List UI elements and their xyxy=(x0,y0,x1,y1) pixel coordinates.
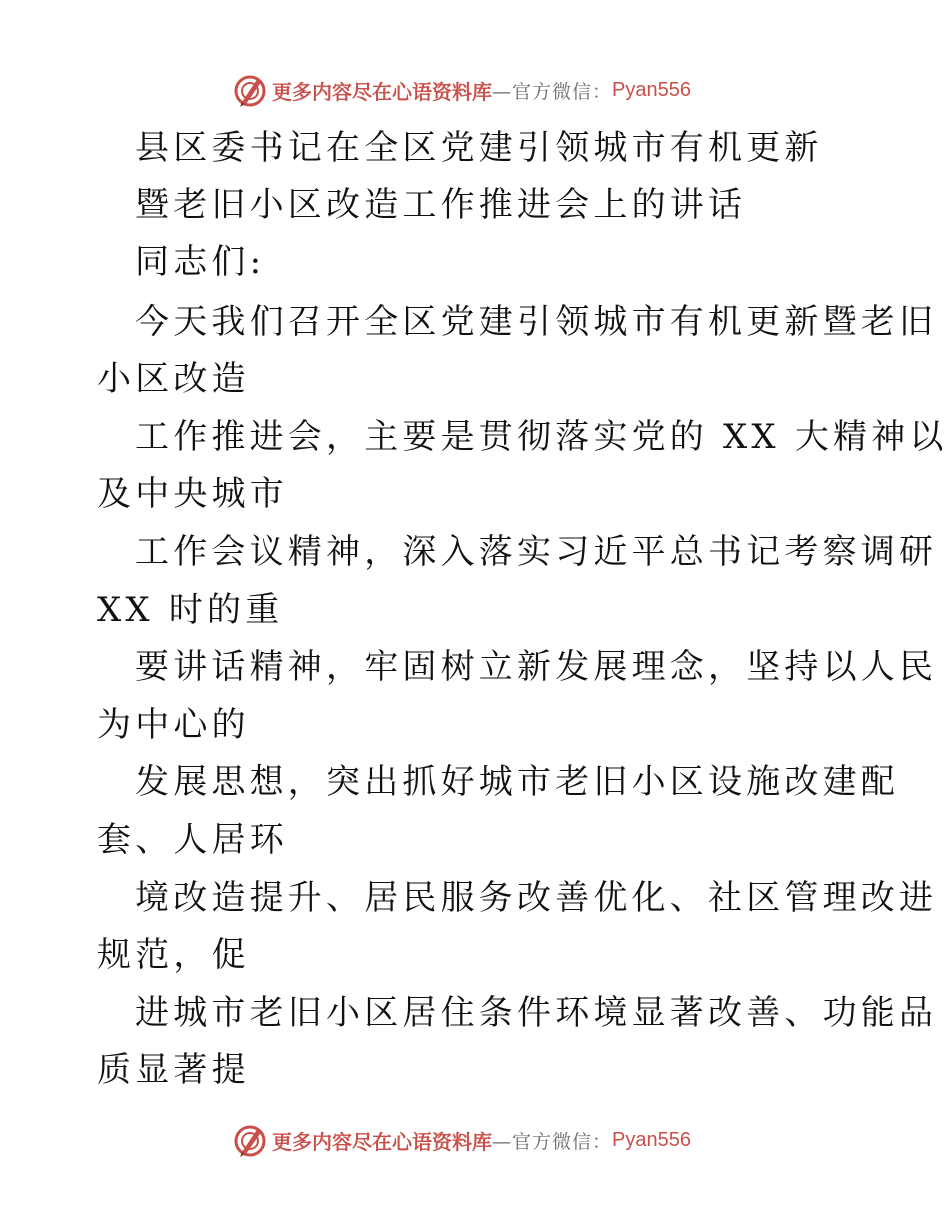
pen-logo-icon xyxy=(232,1122,268,1158)
paragraph-line: 为中心的 xyxy=(97,705,250,745)
watermark-main-text: 更多内容尽在心语资料库 xyxy=(272,1129,492,1154)
watermark-main-text: 更多内容尽在心语资料库 xyxy=(272,79,492,104)
paragraph-line: 要讲话精神，牢固树立新发展理念，坚持以人民 xyxy=(135,647,938,687)
watermark-footer xyxy=(232,1120,691,1160)
document-title-line-1: 县区委书记在全区党建引领城市有机更新 xyxy=(135,128,823,168)
paragraph-line: 境改造提升、居民服务改善优化、社区管理改进 xyxy=(135,878,938,918)
paragraph-line: 发展思想，突出抓好城市老旧小区设施改建配 xyxy=(135,762,899,802)
salutation: 同志们: xyxy=(135,242,266,282)
watermark-wechat-label: —官方微信： xyxy=(492,1130,613,1153)
paragraph-line: 进城市老旧小区居住条件环境显著改善、功能品 xyxy=(135,993,938,1033)
watermark-wechat-id: Pyan556 xyxy=(612,78,691,101)
paragraph-line: 今天我们召开全区党建引领城市有机更新暨老旧 xyxy=(135,302,938,342)
paragraph-line: XX 时的重 xyxy=(97,590,284,630)
paragraph-line: 套、人居环 xyxy=(97,820,288,860)
paragraph-line: 质显著提 xyxy=(97,1050,250,1090)
watermark-wechat-id: Pyan556 xyxy=(612,1128,691,1151)
pen-logo-icon xyxy=(232,72,268,108)
paragraph-line: 及中央城市 xyxy=(97,474,288,514)
document-title-line-2: 暨老旧小区改造工作推进会上的讲话 xyxy=(135,185,747,225)
watermark-wechat-label: —官方微信： xyxy=(492,80,613,103)
paragraph-line: 规范，促 xyxy=(97,935,250,975)
paragraph-line: 工作会议精神，深入落实习近平总书记考察调研 xyxy=(135,532,938,572)
paragraph-line: 工作推进会，主要是贯彻落实党的 XX 大精神以 xyxy=(135,417,948,457)
paragraph-line: 小区改造 xyxy=(97,359,250,399)
watermark-header xyxy=(232,70,691,110)
